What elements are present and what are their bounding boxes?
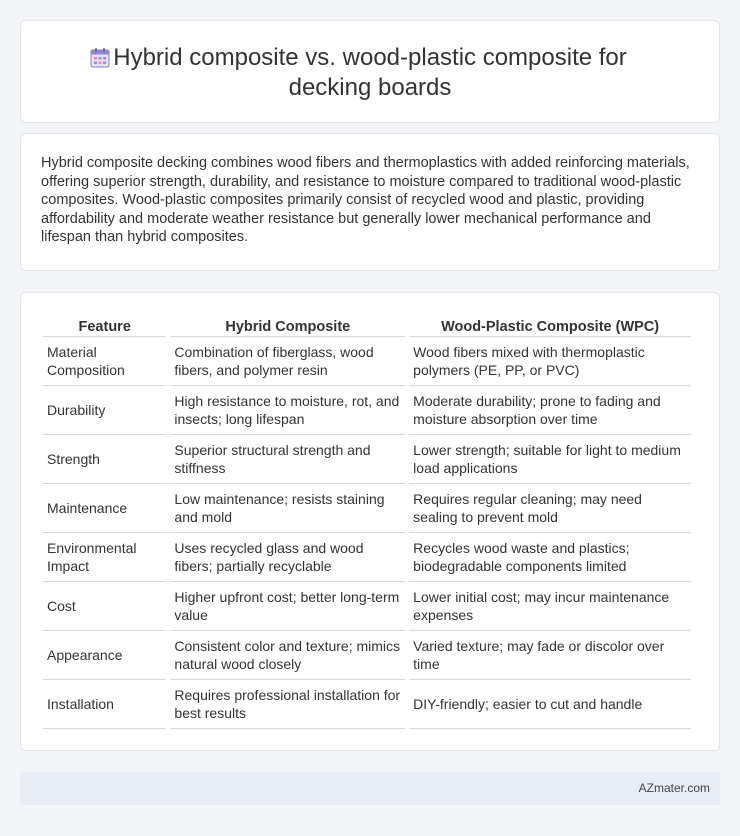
feature-cell: Environmental Impact <box>43 533 166 582</box>
comparison-table-card <box>20 292 720 751</box>
feature-cell: Strength <box>43 435 166 484</box>
wpc-cell: Recycles wood waste and plastics; biodegradable components limited <box>409 533 691 582</box>
feature-cell: Cost <box>43 582 166 631</box>
table-row <box>43 337 691 386</box>
feature-cell: Material Composition <box>43 337 166 386</box>
wpc-cell: Wood fibers mixed with thermoplastic polymers (PE, PP, or PVC) <box>409 337 691 386</box>
hybrid-cell: High resistance to moisture, rot, and insects; long lifespan <box>170 386 405 435</box>
table-header-row <box>43 315 691 337</box>
feature-cell: Durability <box>43 386 166 435</box>
title-card <box>20 20 720 123</box>
page-title <box>113 43 627 103</box>
table-row <box>43 533 691 582</box>
feature-cell: Appearance <box>43 631 166 680</box>
hybrid-cell: Low maintenance; resists staining and mold <box>170 484 405 533</box>
wpc-cell: DIY-friendly; easier to cut and handle <box>409 680 691 729</box>
hybrid-cell: Higher upfront cost; better long-term value <box>170 582 405 631</box>
page-title-line1: Hybrid composite vs. wood-plastic composite for <box>113 44 627 71</box>
table-row <box>43 680 691 729</box>
wpc-cell: Moderate durability; prone to fading and moisture absorption over time <box>409 386 691 435</box>
header-feature: Feature <box>43 315 166 337</box>
wpc-cell: Requires regular cleaning; may need sealing to prevent mold <box>409 484 691 533</box>
footer-bar <box>20 772 720 805</box>
table-row <box>43 386 691 435</box>
page-title-line2: decking boards <box>288 74 452 101</box>
wpc-cell: Lower strength; suitable for light to medium load applications <box>409 435 691 484</box>
table-row <box>43 484 691 533</box>
table-row <box>43 435 691 484</box>
wpc-cell: Lower initial cost; may incur maintenance expenses <box>409 582 691 631</box>
summary-paragraph: Hybrid composite decking combines wood fibers and thermoplastics with added reinforcing materials, offering superior strength, durability, and resistance to moisture compared to traditional wood-plastic composites. Wood-plastic composites primarily consist of recycled wood and plastic, providing affordability and moderate weather resistance but generally lower mechanical performance and lifespan than hybrid composites. <box>41 155 690 245</box>
comparison-table <box>39 315 695 729</box>
hybrid-cell: Uses recycled glass and wood fibers; partially recyclable <box>170 533 405 582</box>
hybrid-cell: Consistent color and texture; mimics natural wood closely <box>170 631 405 680</box>
header-hybrid-composite: Hybrid Composite <box>170 315 405 337</box>
header-wpc: Wood-Plastic Composite (WPC) <box>409 315 691 337</box>
feature-cell: Maintenance <box>43 484 166 533</box>
table-row <box>43 631 691 680</box>
summary-card <box>20 133 720 271</box>
hybrid-cell: Combination of fiberglass, wood fibers, and polymer resin <box>170 337 405 386</box>
hybrid-cell: Requires professional installation for best results <box>170 680 405 729</box>
wpc-cell: Varied texture; may fade or discolor over time <box>409 631 691 680</box>
footer-brand[interactable]: AZmater.com <box>638 781 710 795</box>
feature-cell: Installation <box>43 680 166 729</box>
table-row <box>43 582 691 631</box>
hybrid-cell: Superior structural strength and stiffness <box>170 435 405 484</box>
